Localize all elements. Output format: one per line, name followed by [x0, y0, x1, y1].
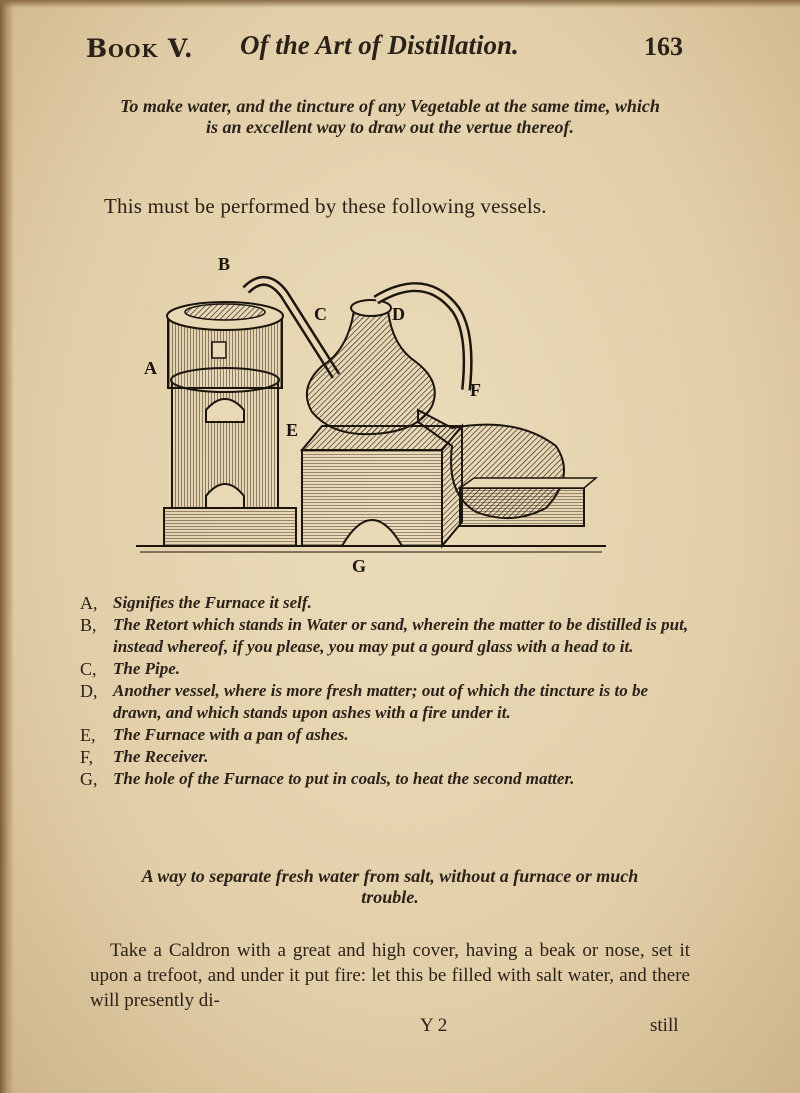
- ash-furnace: [302, 426, 462, 546]
- section-heading: To make water, and the tincture of any Vegetable at the same time, which is an excellent way to draw out the vertue thereof.: [120, 96, 660, 137]
- legend-letter: F,: [80, 747, 94, 767]
- distillation-apparatus-illustration: [136, 250, 608, 580]
- legend-text: The hole of the Furnace to put in coals, to heat the second matter.: [113, 769, 575, 788]
- figure-label-e: E: [286, 420, 299, 440]
- running-head-title: Of the Art of Distillation.: [240, 30, 519, 60]
- legend-text: The Receiver.: [113, 747, 209, 766]
- legend-item: [80, 724, 700, 746]
- legend-item: [80, 680, 700, 724]
- running-head-book: Book V.: [86, 34, 194, 63]
- body-paragraph: Take a Caldron with a great and high cover, having a beak or nose, set it upon a trefoot, and under it put fire: let this be filled with salt water, and there will presently di-: [90, 940, 690, 1011]
- page-gutter-shadow: [0, 0, 14, 1093]
- legend-item: [80, 768, 700, 790]
- figure-label-c: C: [314, 304, 327, 324]
- legend-item: [80, 658, 700, 680]
- page-number: 163: [644, 32, 683, 61]
- flask-vessel: [307, 287, 468, 434]
- legend-letter: D,: [80, 681, 98, 701]
- figure-label-g: G: [352, 556, 367, 576]
- catchword: still: [650, 1015, 679, 1036]
- legend-text: Signifies the Furnace it self.: [113, 593, 312, 612]
- legend-text: Another vessel, where is more fresh matter; out of which the tincture is to be drawn, and which stands upon ashes with a fire under it.: [113, 681, 649, 722]
- figure-legend: [80, 592, 700, 790]
- legend-letter: C,: [80, 659, 97, 679]
- legend-text: The Furnace with a pan of ashes.: [113, 725, 349, 744]
- figure-label-a: A: [144, 358, 157, 378]
- legend-letter: G,: [80, 769, 98, 789]
- signature-mark: Y 2: [420, 1015, 448, 1036]
- running-head: [86, 30, 696, 70]
- legend-item: [80, 592, 700, 614]
- legend-text: The Pipe.: [113, 659, 181, 678]
- legend-item: [80, 614, 700, 658]
- figure-label-f: F: [470, 380, 481, 400]
- figure-label-b: B: [218, 254, 231, 274]
- page-top-edge: [0, 0, 800, 8]
- legend-item: [80, 746, 700, 768]
- intro-paragraph: This must be performed by these following vessels.: [104, 194, 547, 218]
- furnace-tower: [164, 302, 299, 546]
- figure-label-d: D: [392, 304, 405, 324]
- legend-text: The Retort which stands in Water or sand, wherein the matter to be distilled is put, instead whereof, if you please, you may put a gourd glass with a head to it.: [113, 615, 689, 656]
- legend-letter: E,: [80, 725, 96, 745]
- legend-letter: B,: [80, 615, 97, 635]
- legend-letter: A,: [80, 593, 98, 613]
- section-heading: A way to separate fresh water from salt, without a furnace or much trouble.: [141, 866, 639, 907]
